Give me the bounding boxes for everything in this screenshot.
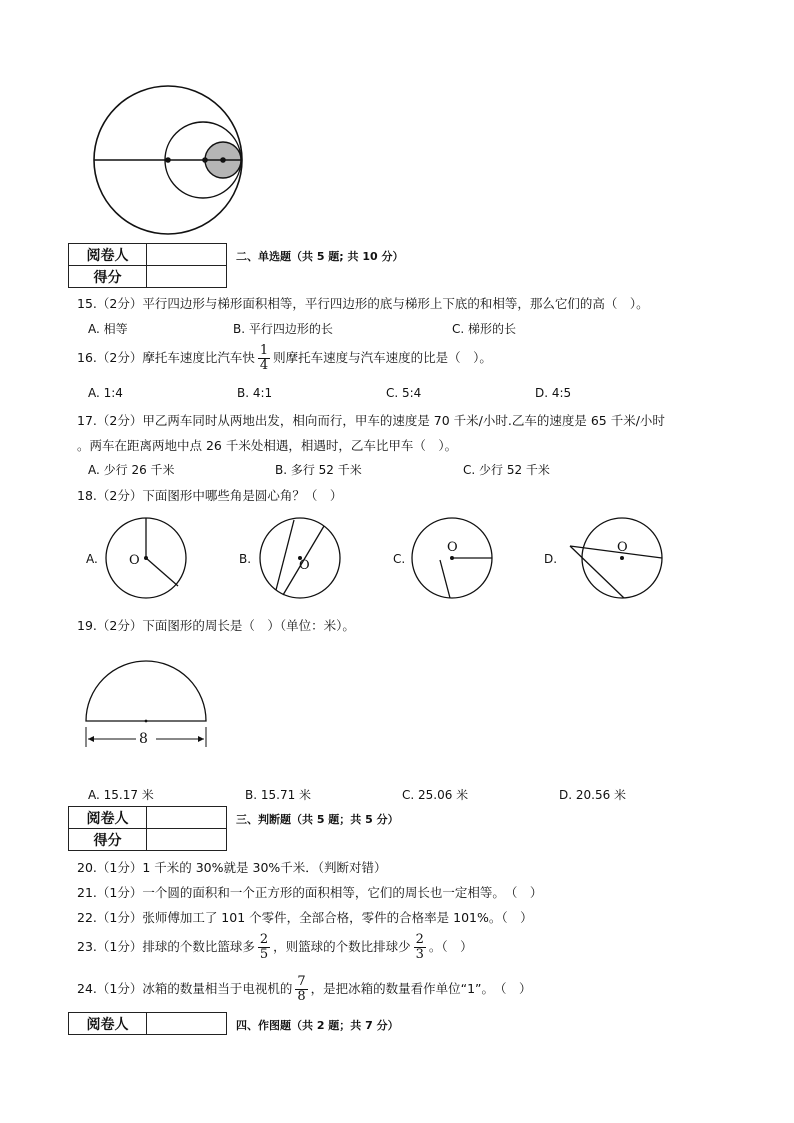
q18-c-center-label: O: [447, 540, 458, 555]
section-title-2: 二、单选题（共 5 题; 共 10 分）: [236, 250, 404, 263]
q18-figure-d: [580, 516, 664, 600]
q16-frac-den: 4: [259, 358, 269, 373]
q18-text: 18.（2分）下面图形中哪些角是圆心角？（ ）: [77, 488, 343, 503]
q22-text: 22.（1分）张师傅加工了 101 个零件，全部合格，零件的合格率是 101%。（ ）: [77, 910, 533, 925]
q21-text: 21.（1分）一个圆的面积和一个正方形的面积相等，它们的周长也一定相等。 （ ）: [77, 885, 543, 900]
q16-post: 则摩托车速度与汽车速度的比是（ ）。: [273, 350, 492, 365]
q23-frac2-num: 2: [415, 932, 424, 947]
q23-fraction-1: [258, 933, 270, 962]
q18-option-a[interactable]: A.: [86, 552, 98, 566]
q19-text: 19.（2分）下面图形的周长是（ ）（单位：米）。: [77, 618, 355, 633]
q23-frac2-den: 3: [415, 947, 424, 962]
reviewer-label: 阅卷人: [69, 1013, 147, 1035]
q17-line1: 17.（2分）甲乙两车同时从两地出发，相向而行，甲车的速度是 70 千米/小时.乙车的速度是 65 千米/小时: [77, 413, 665, 428]
q16-option-c[interactable]: C. 5:4: [386, 386, 422, 400]
q15-option-b[interactable]: B. 平行四边形的长: [233, 322, 333, 336]
q18-option-b[interactable]: B.: [239, 552, 252, 566]
q15-option-c[interactable]: C. 梯形的长: [452, 322, 517, 336]
q24-post: ，是把冰箱的数量看作单位“1”。 （ ）: [310, 981, 532, 996]
q20-text: 20.（1分）1 千米的 30%就是 30%千米．（判断对错）: [77, 860, 387, 875]
reviewer-cell[interactable]: [147, 807, 227, 829]
q19-option-d[interactable]: D. 20.56 米: [559, 788, 627, 802]
q17-option-c[interactable]: C. 少行 52 千米: [463, 463, 550, 477]
q16-pre: 16.（2分）摩托车速度比汽车快: [77, 350, 255, 365]
q24-text: [77, 975, 532, 1004]
q23-fraction-2: [414, 933, 426, 962]
q18-b-center-label: O: [299, 558, 310, 573]
q16-text: [77, 344, 492, 373]
score-table-s4: [68, 1012, 227, 1035]
q16-option-a[interactable]: A. 1:4: [88, 386, 123, 400]
q23-post: 。（ ）: [428, 939, 473, 954]
score-label: 得分: [69, 829, 147, 851]
reviewer-cell[interactable]: [147, 1013, 227, 1035]
nested-circles-figure: [90, 82, 250, 242]
q18-option-d[interactable]: D.: [544, 552, 558, 566]
q24-frac-den: 8: [297, 989, 306, 1004]
q24-fraction: [295, 975, 307, 1004]
q19-option-a[interactable]: A. 15.17 米: [88, 788, 154, 802]
q15-text: 15.（2分）平行四边形与梯形面积相等，平行四边形的底与梯形上下底的和相等，那么它们的高（ ）。: [77, 296, 649, 311]
reviewer-label: 阅卷人: [69, 244, 147, 266]
reviewer-cell[interactable]: [147, 244, 227, 266]
q24-frac-num: 7: [297, 974, 306, 989]
q23-frac1-num: 2: [259, 932, 269, 947]
section-title-3: 三、判断题（共 5 题；共 5 分）: [236, 813, 399, 826]
score-table-s3: [68, 806, 227, 851]
q19-option-b[interactable]: B. 15.71 米: [245, 788, 312, 802]
q23-mid: ，则篮球的个数比排球少: [273, 939, 411, 954]
q18-figure-c: [410, 516, 494, 600]
q19-diameter-label: 8: [139, 731, 148, 747]
q17-option-b[interactable]: B. 多行 52 千米: [275, 463, 362, 477]
score-table-s2: [68, 243, 227, 288]
q17-option-a[interactable]: A. 少行 26 千米: [88, 463, 175, 477]
score-label: 得分: [69, 266, 147, 288]
reviewer-label: 阅卷人: [69, 807, 147, 829]
q16-option-d[interactable]: D. 4:5: [535, 386, 572, 400]
section-title-4: 四、作图题（共 2 题；共 7 分）: [236, 1019, 399, 1032]
q23-text: [77, 933, 473, 962]
q17-line2: 。两车在距离两地中点 26 千米处相遇，相遇时，乙车比甲车（ ）。: [77, 438, 458, 453]
score-cell[interactable]: [147, 266, 227, 288]
q18-figure-a: [104, 516, 188, 600]
q18-a-center-label: O: [129, 553, 140, 568]
score-cell[interactable]: [147, 829, 227, 851]
q23-pre: 23.（1分）排球的个数比篮球多: [77, 939, 255, 954]
q15-option-a[interactable]: A. 相等: [88, 322, 128, 336]
q18-option-c[interactable]: C.: [393, 552, 406, 566]
q18-d-center-label: O: [617, 540, 628, 555]
q24-pre: 24.（1分）冰箱的数量相当于电视机的: [77, 981, 293, 996]
q16-option-b[interactable]: B. 4:1: [237, 386, 273, 400]
q16-fraction: [258, 344, 270, 373]
q19-option-c[interactable]: C. 25.06 米: [402, 788, 469, 802]
q23-frac1-den: 5: [259, 947, 269, 962]
q16-frac-num: 1: [259, 343, 269, 358]
